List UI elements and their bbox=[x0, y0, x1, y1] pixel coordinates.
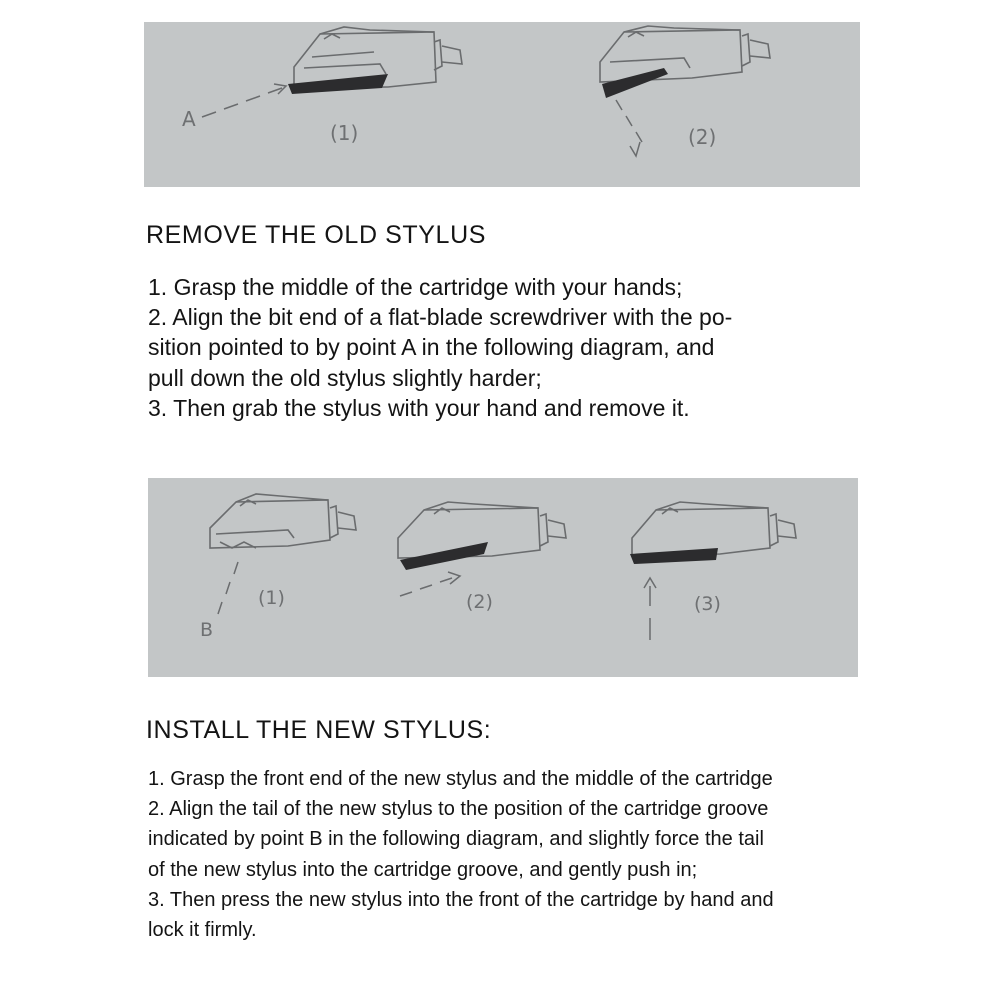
remove-stylus-diagram bbox=[144, 22, 860, 187]
install-stylus-steps bbox=[148, 764, 938, 945]
install-stylus-diagram bbox=[148, 478, 858, 677]
push-in-line bbox=[400, 578, 452, 596]
instruction-line: lock it firmly. bbox=[148, 919, 257, 942]
stylus-body-3 bbox=[630, 548, 718, 564]
remove-stylus-heading: REMOVE THE OLD STYLUS bbox=[146, 221, 486, 249]
instruction-line: sition pointed to by point A in the following diagram, and bbox=[148, 334, 715, 361]
step-3-label: (3) bbox=[694, 593, 721, 615]
instruction-line: 1. Grasp the middle of the cartridge with your hands; bbox=[148, 274, 683, 300]
instruction-line: 2. Align the bit end of a flat-blade screwdriver with the po- bbox=[148, 304, 733, 331]
stylus-body-2 bbox=[602, 68, 668, 98]
cartridge-drawing-2 bbox=[600, 26, 770, 82]
pull-down-line bbox=[616, 100, 642, 142]
pointer-line-b bbox=[218, 562, 238, 614]
instruction-line: 2. Align the tail of the new stylus to the position of the cartridge groove bbox=[148, 798, 769, 821]
stylus-body-1 bbox=[288, 74, 388, 94]
point-a-label: A bbox=[182, 107, 196, 131]
pull-down-arrowhead bbox=[630, 142, 640, 156]
remove-stylus-steps bbox=[148, 272, 868, 423]
instruction-line: 3. Then grab the stylus with your hand and remove it. bbox=[148, 394, 690, 421]
instruction-line: of the new stylus into the cartridge groove, and gently push in; bbox=[148, 858, 698, 881]
cartridge-drawing-3 bbox=[632, 502, 796, 556]
instruction-line: pull down the old stylus slightly harder; bbox=[148, 364, 542, 391]
instruction-line: 3. Then press the new stylus into the front of the cartridge by hand and bbox=[148, 888, 774, 911]
install-stylus-heading: INSTALL THE NEW STYLUS: bbox=[146, 716, 492, 744]
step-2-label: (2) bbox=[688, 125, 717, 149]
instruction-line: indicated by point B in the following diagram, and slightly force the tail bbox=[148, 828, 764, 851]
cartridge-drawing-1 bbox=[210, 494, 356, 548]
step-1-label: (1) bbox=[330, 121, 359, 145]
point-b-label: B bbox=[200, 619, 214, 641]
step-2-label: (2) bbox=[466, 591, 493, 613]
instruction-line: 1. Grasp the front end of the new stylus and the middle of the cartridge bbox=[148, 768, 773, 790]
pointer-line-a bbox=[202, 88, 282, 117]
step-1-label: (1) bbox=[258, 587, 285, 609]
